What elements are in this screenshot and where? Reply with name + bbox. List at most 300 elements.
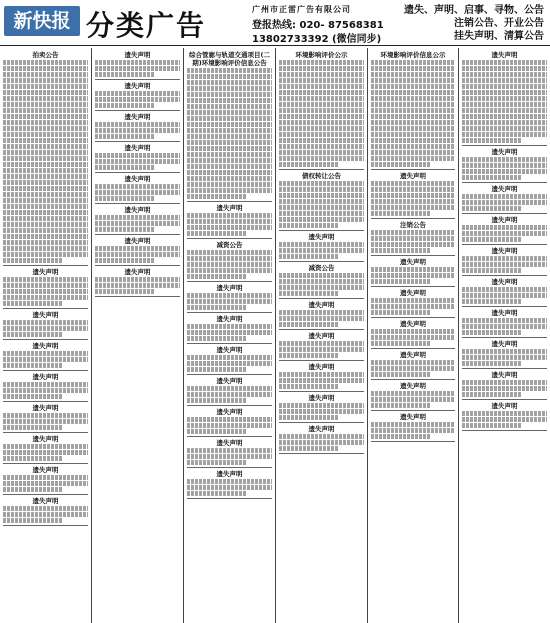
notice-text-line [187,386,272,391]
notice-text-line [462,293,547,298]
notice-text-line [187,392,272,397]
notice-title: 债权转让公告 [302,172,341,180]
notice-text-line [279,248,364,253]
notice-text-line [3,222,88,227]
notice-text-line [371,120,455,125]
newspaper-logo: 新快报 [4,6,80,36]
ad-notice [279,233,364,262]
notice-text-line [3,168,88,173]
notice-text-line [462,318,547,323]
notice-title: 遗失声明 [216,204,243,212]
ad-notice [187,284,272,313]
notice-text-line [371,78,455,83]
notice-text-line [462,355,547,360]
notice-title: 遗失声明 [491,185,518,193]
notice-text-line [3,252,88,257]
notice-text-line [371,199,455,204]
notice-text-line [187,158,272,163]
notice-text-line [3,138,88,143]
ad-notice [371,172,455,219]
notice-text-line [371,329,455,334]
notice-text-line [371,360,455,365]
notice-text-line [187,231,247,236]
notice-text-line [371,126,455,131]
ad-notice [371,51,455,170]
notice-text-line [279,144,364,149]
notice-text-line [95,221,180,226]
notice-text-line [371,156,455,161]
notice-text-line [279,316,364,321]
notice-text-line [279,120,364,125]
notice-text-line [371,230,455,235]
ad-notice [462,309,547,338]
notice-title: 注销公告 [400,221,426,229]
notice-text-line [187,274,247,279]
notice-text-line [279,322,339,327]
notice-text-line [371,248,430,253]
notice-text-line [3,518,63,523]
notice-text-line [187,219,272,224]
notice-title: 遗失声明 [216,284,243,292]
notice-title: 遗失声明 [308,233,335,241]
notice-text-line [462,102,547,107]
notice-text-line [462,138,522,143]
notice-text-line [3,66,88,71]
notice-text-line [187,460,247,465]
notice-text-line [3,456,63,461]
notice-text-line [3,444,88,449]
notice-text-line [371,150,455,155]
ad-notice [3,404,88,433]
ad-notice [95,268,180,297]
notice-text-line [3,114,88,119]
notice-text-line [3,144,88,149]
notice-text-line [187,491,247,496]
notice-text-line [462,66,547,71]
notice-text-line [95,91,180,96]
notice-text-line [371,114,455,119]
notice-text-line [187,330,272,335]
notice-text-line [462,163,547,168]
notice-text-line [187,122,272,127]
notice-text-line [371,144,455,149]
notice-text-line [279,138,364,143]
notice-text-line [371,193,455,198]
notice-text-line [279,187,364,192]
notice-text-line [187,68,272,73]
notice-text-line [279,162,339,167]
notice-text-line [95,153,180,158]
notice-text-line [462,157,547,162]
notice-text-line [95,227,155,232]
notice-title: 遗失声明 [124,82,151,90]
ad-notice [462,247,547,276]
notice-text-line [95,190,180,195]
notice-text-line [279,150,364,155]
notice-text-line [187,293,272,298]
notice-text-line [462,330,522,335]
ad-notice [3,435,88,464]
notice-text-line [279,415,339,420]
ad-notice [279,363,364,392]
notice-text-line [187,262,272,267]
notice-text-line [462,423,522,428]
ad-notice [279,51,364,170]
notice-text-line [3,394,63,399]
ad-notice [3,311,88,340]
notice-text-line [3,289,88,294]
ad-notice [371,221,455,256]
notice-text-line [187,92,272,97]
notice-text-line [279,341,364,346]
notice-text-line [3,277,88,282]
notice-title: 遗失声明 [124,51,151,59]
ad-notice [187,377,272,406]
notice-text-line [462,392,522,397]
ad-notice [371,320,455,349]
notice-text-line [279,90,364,95]
notice-text-line [371,422,455,427]
notice-text-line [187,110,272,115]
notice-text-line [371,267,455,272]
notice-text-line [3,246,88,251]
notice-text-line [95,128,180,133]
notice-text-line [3,132,88,137]
ad-notice [3,466,88,495]
notice-text-line [187,268,272,273]
notice-title: 遗失声明 [32,268,59,276]
notice-text-line [187,429,247,434]
notice-text-line [462,132,547,137]
notice-text-line [187,182,272,187]
notice-text-line [279,205,364,210]
notice-text-line [3,90,88,95]
ad-column [368,48,459,623]
ad-notice [95,206,180,235]
notice-text-line [279,193,364,198]
notice-text-line [3,72,88,77]
ad-notice [3,51,88,266]
notice-text-line [371,242,455,247]
ad-notice [462,148,547,183]
notice-text-line [3,326,88,331]
notice-text-line [3,283,88,288]
notice-text-line [187,225,272,230]
ad-notice [462,278,547,307]
notice-title: 遗失声明 [491,371,518,379]
ad-notice [95,51,180,80]
notice-title: 遗失声明 [491,340,518,348]
notice-text-line [462,237,522,242]
notice-text-line [3,216,88,221]
notice-title: 遗失声明 [124,175,151,183]
notice-text-line [371,341,430,346]
notice-title: 遗失声明 [216,439,243,447]
notice-text-line [279,291,339,296]
notice-text-line [371,298,455,303]
ad-notice [462,51,547,146]
ad-notice [187,51,272,202]
ad-column [92,48,184,623]
notice-text-line [371,96,455,101]
notice-text-line [3,382,88,387]
notice-text-line [462,256,547,261]
notice-text-line [279,132,364,137]
notice-title: 遗失声明 [308,425,335,433]
notice-text-line [279,223,339,228]
notice-text-line [187,299,272,304]
notice-text-line [279,384,339,389]
notice-title: 遗失声明 [308,332,335,340]
notice-text-line [187,194,247,199]
notice-text-line [95,252,180,257]
notice-title: 遗失声明 [491,148,518,156]
notice-title: 遗失声明 [32,373,59,381]
notice-text-line [3,487,63,492]
notice-text-line [187,423,272,428]
notice-title: 遗失声明 [491,216,518,224]
notice-text-line [462,126,547,131]
notice-title: 综合管廊与轨道交通项目(二期)环境影响评价信息公告 [189,51,270,67]
notice-text-line [3,295,88,300]
ad-notice [95,82,180,111]
notice-text-line [187,355,272,360]
notice-text-line [3,210,88,215]
notice-text-line [462,349,547,354]
notice-text-line [187,448,272,453]
notice-text-line [462,206,522,211]
notice-title: 遗失声明 [32,311,59,319]
notice-text-line [371,66,455,71]
notice-text-line [371,60,455,65]
notice-text-line [3,150,88,155]
notice-text-line [3,506,88,511]
notice-text-line [187,305,247,310]
notice-text-line [462,120,547,125]
notice-text-line [3,102,88,107]
notice-text-line [371,310,430,315]
notice-text-line [3,96,88,101]
notice-text-line [462,175,522,180]
notice-text-line [279,310,364,315]
notice-text-line [95,103,155,108]
ad-notice [95,113,180,142]
notice-text-line [279,440,364,445]
notice-text-line [462,200,547,205]
notice-title: 遗失声明 [32,404,59,412]
category-line: 遗失、声明、启事、寻物、公告 [404,5,544,16]
ad-notice [3,342,88,371]
notice-text-line [187,80,272,85]
notice-text-line [371,366,455,371]
notice-text-line [279,156,364,161]
notice-text-line [371,434,430,439]
ad-notice [187,470,272,499]
notice-text-line [371,138,455,143]
notice-text-line [3,388,88,393]
notice-text-line [462,60,547,65]
notice-text-line [95,159,180,164]
ad-notice [462,402,547,431]
ad-notice [187,439,272,468]
notice-text-line [95,97,180,102]
notice-title: 减资公告 [216,241,243,249]
notice-title: 遗失声明 [124,144,151,152]
notice-text-line [187,250,272,255]
notice-title: 遗失声明 [400,351,426,359]
notice-text-line [462,380,547,385]
category-line: 挂失声明、清算公告 [454,31,544,42]
notice-title: 遗失声明 [491,278,518,286]
notice-text-line [462,225,547,230]
notice-text-line [462,72,547,77]
notice-text-line [279,211,364,216]
notice-text-line [187,176,272,181]
notice-text-line [462,114,547,119]
notice-text-line [279,434,364,439]
ad-notice [371,351,455,380]
notice-title: 遗失声明 [124,237,151,245]
notice-text-line [187,361,272,366]
notice-text-line [279,114,364,119]
notice-text-line [462,386,547,391]
notice-text-line [279,60,364,65]
notice-title: 遗失声明 [216,408,243,416]
notice-text-line [187,454,272,459]
notice-text-line [3,228,88,233]
notice-title: 遗失声明 [216,470,243,478]
ad-notice [462,371,547,400]
notice-title: 遗失声明 [32,466,59,474]
notice-text-line [187,152,272,157]
notice-text-line [279,446,339,451]
notice-text-line [3,320,88,325]
hotline: 登报热线: 020- 87568381 [252,20,384,31]
notice-text-line [95,277,180,282]
notice-title: 遗失声明 [216,346,243,354]
ad-notice [371,413,455,442]
notice-text-line [279,242,364,247]
notice-title: 遗失声明 [400,289,426,297]
notice-text-line [3,198,88,203]
notice-text-line [371,90,455,95]
notice-title: 遗失声明 [32,435,59,443]
ad-notice [462,340,547,369]
notice-text-line [279,279,364,284]
ad-notice [187,346,272,375]
notice-text-line [279,353,339,358]
notice-text-line [95,289,155,294]
notice-text-line [3,481,88,486]
notice-text-line [187,140,272,145]
ad-notice [462,185,547,214]
notice-text-line [371,132,455,137]
notice-text-line [279,126,364,131]
ad-notice [371,289,455,318]
notice-text-line [462,268,522,273]
notice-text-line [95,60,180,65]
notice-text-line [3,186,88,191]
notice-text-line [279,409,364,414]
notice-title: 遗失声明 [400,413,426,421]
ad-notice [187,408,272,437]
ad-notice [3,268,88,309]
notice-title: 遗失声明 [216,315,243,323]
notice-text-line [462,90,547,95]
notice-text-line [3,240,88,245]
notice-text-line [371,372,430,377]
notice-text-line [187,417,272,422]
notice-text-line [3,413,88,418]
notice-text-line [371,273,455,278]
notice-text-line [462,417,547,422]
notice-text-line [371,403,430,408]
notice-text-line [187,485,272,490]
notice-title: 遗失声明 [308,394,335,402]
notice-text-line [3,120,88,125]
ad-notice [187,241,272,282]
notice-text-line [462,231,547,236]
notice-text-line [187,213,272,218]
notice-text-line [462,287,547,292]
notice-text-line [3,450,88,455]
notice-text-line [187,134,272,139]
notice-text-line [371,428,455,433]
notice-text-line [462,169,547,174]
notice-text-line [3,180,88,185]
notice-title: 遗失声明 [491,402,518,410]
notice-title: 遗失声明 [124,268,151,276]
notice-text-line [371,211,430,216]
notice-text-line [279,66,364,71]
notice-text-line [3,108,88,113]
notice-text-line [279,217,364,222]
notice-text-line [462,96,547,101]
notice-text-line [462,108,547,113]
notice-text-line [187,128,272,133]
notice-text-line [371,108,455,113]
notice-text-line [462,411,547,416]
notice-text-line [279,372,364,377]
notice-text-line [3,512,88,517]
notice-text-line [462,324,547,329]
ad-column [184,48,276,623]
notice-text-line [95,66,180,71]
notice-text-line [371,187,455,192]
notice-text-line [187,367,247,372]
notice-text-line [462,84,547,89]
notice-text-line [279,181,364,186]
notice-title: 拍卖公告 [32,51,59,59]
notice-title: 减资公告 [308,264,335,272]
notice-text-line [187,324,272,329]
notice-title: 环境影响评价信息公示 [380,51,446,59]
ad-notice [279,301,364,330]
notice-text-line [279,347,364,352]
notice-text-line [95,134,155,139]
notice-text-line [3,301,63,306]
notice-text-line [187,104,272,109]
notice-text-line [187,146,272,151]
notice-text-line [187,256,272,261]
notice-text-line [95,246,180,251]
notice-text-line [371,84,455,89]
notice-text-line [187,188,272,193]
notice-text-line [279,96,364,101]
notice-text-line [462,78,547,83]
notice-text-line [187,479,272,484]
notice-title: 遗失声明 [491,247,518,255]
